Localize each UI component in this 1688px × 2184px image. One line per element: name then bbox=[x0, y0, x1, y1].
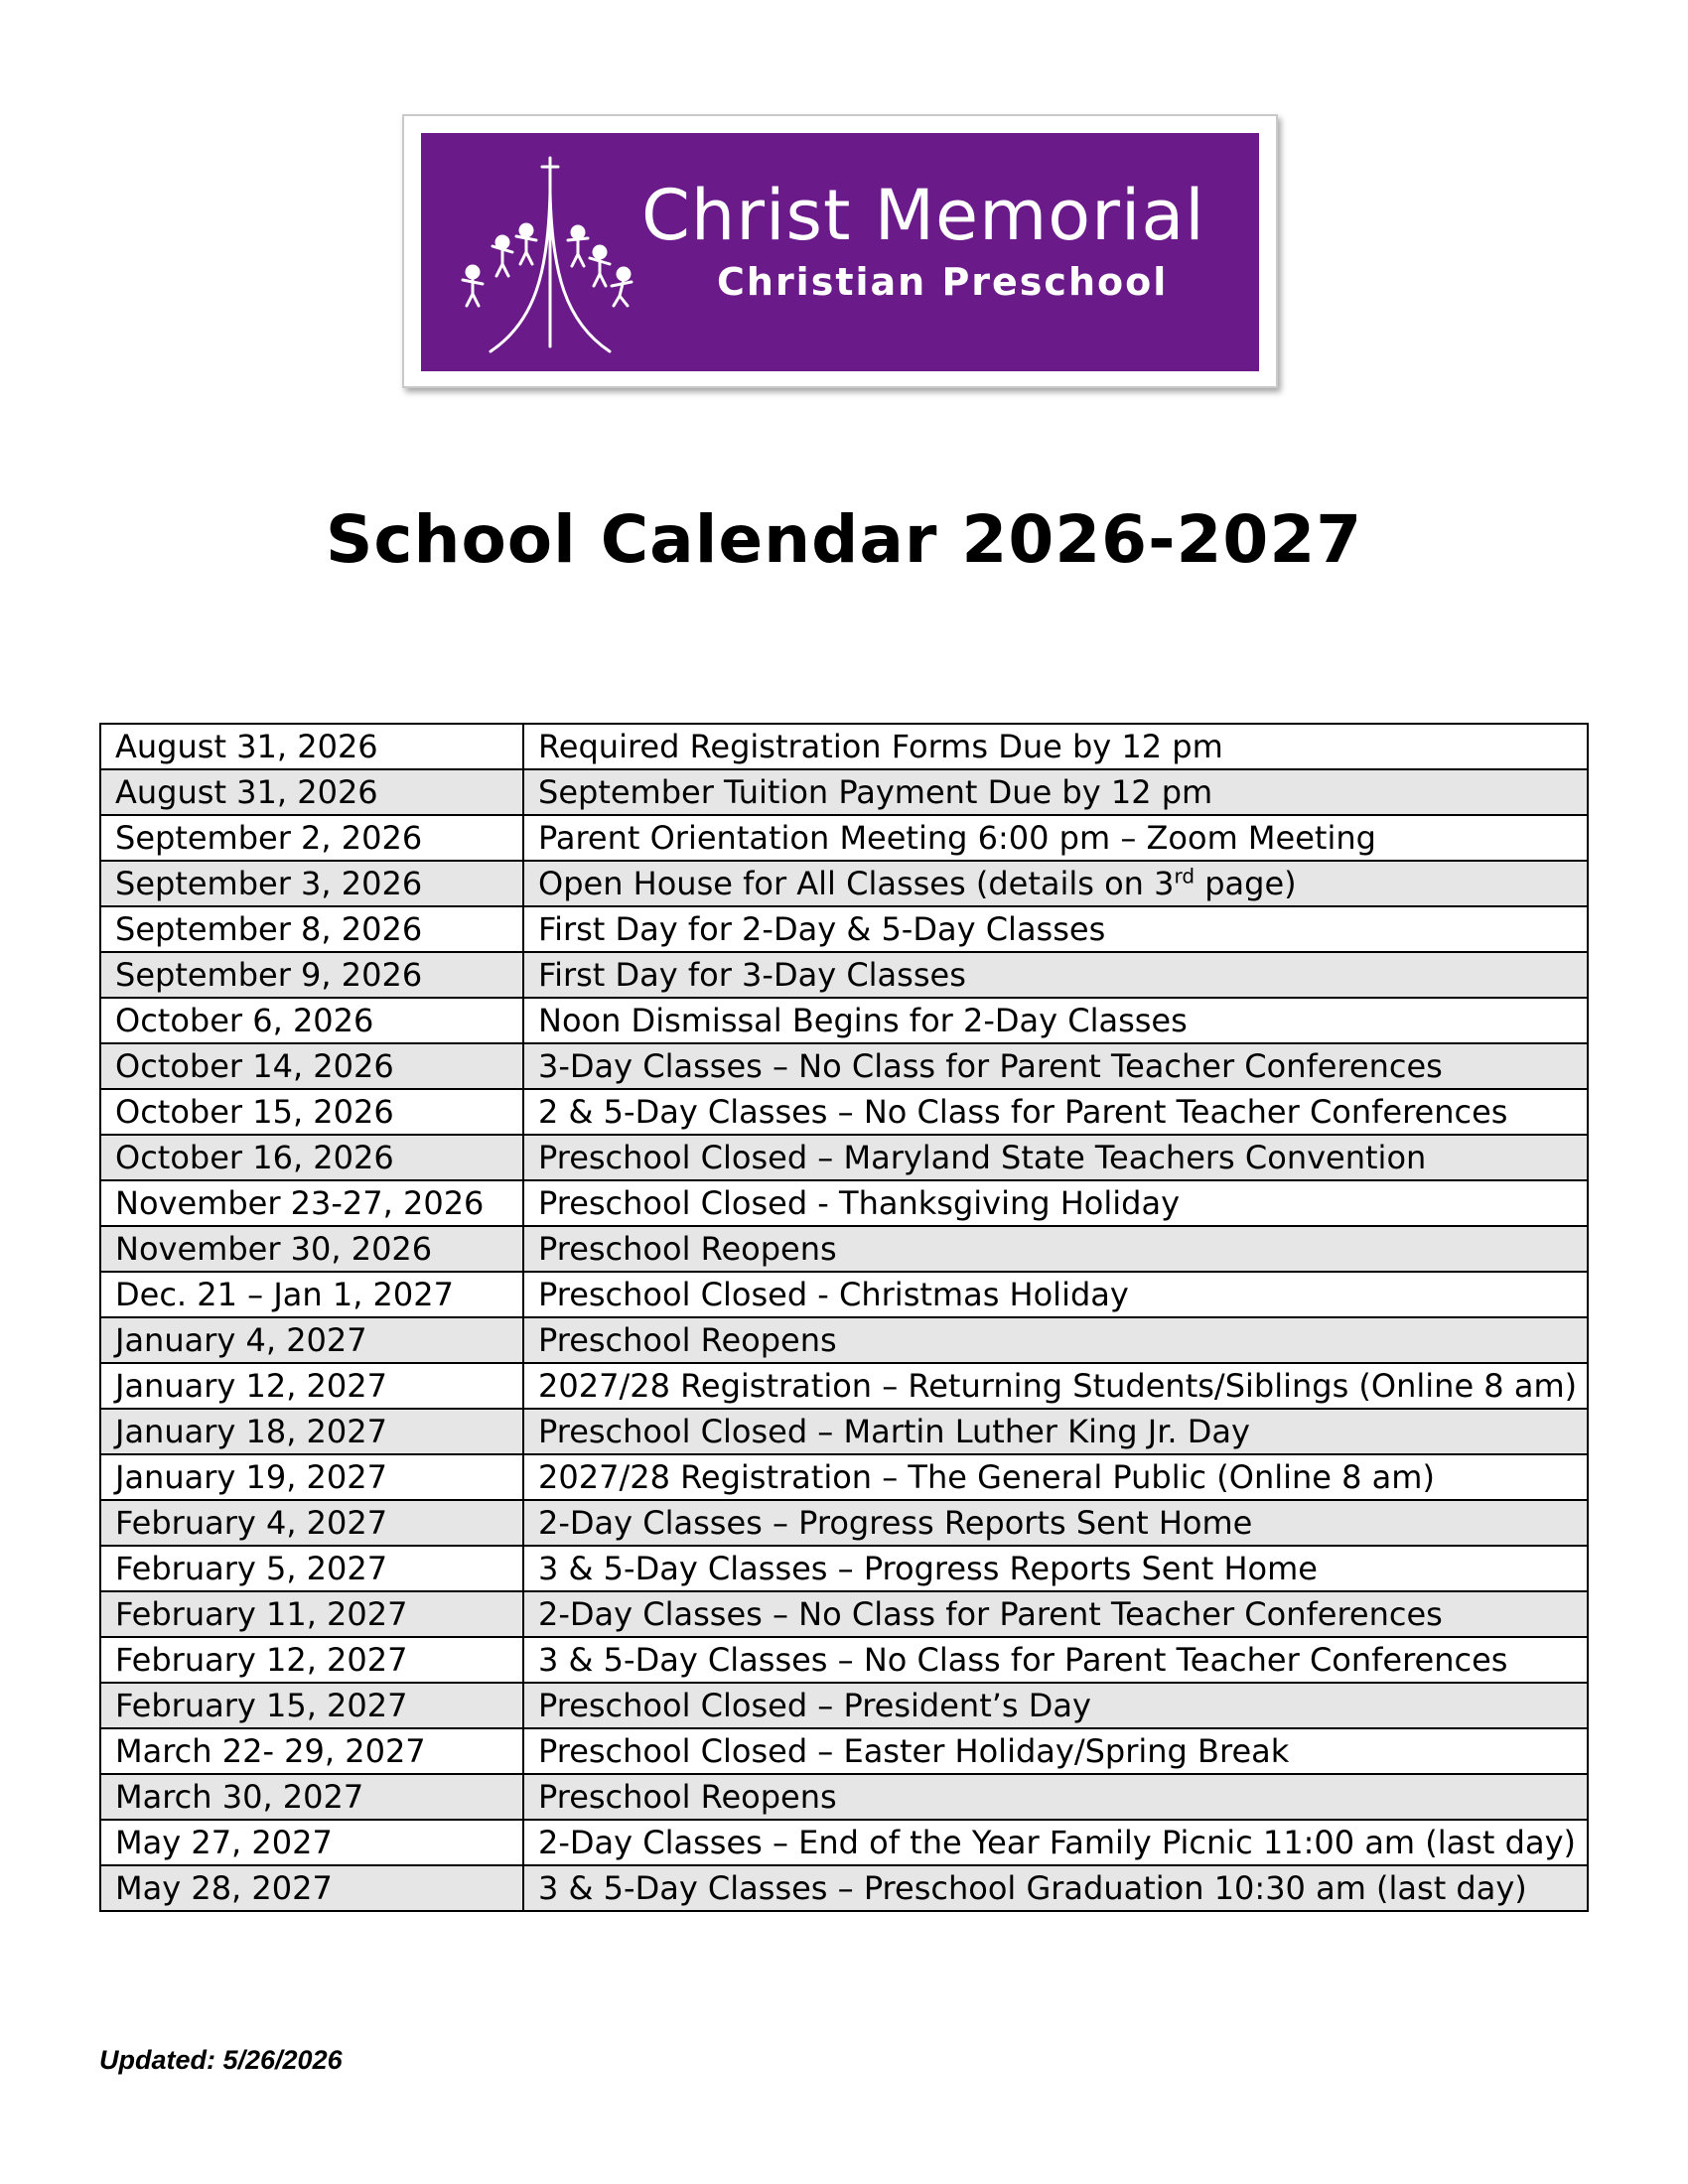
event-description: Preschool Reopens bbox=[523, 1226, 1588, 1272]
event-description: September Tuition Payment Due by 12 pm bbox=[523, 769, 1588, 815]
event-description: Preschool Reopens bbox=[523, 1774, 1588, 1820]
table-row bbox=[100, 906, 1588, 952]
event-description: Preschool Closed – President’s Day bbox=[523, 1683, 1588, 1728]
event-superscript: rd bbox=[1174, 864, 1196, 888]
event-description: 3-Day Classes – No Class for Parent Teacher Conferences bbox=[523, 1043, 1588, 1089]
table-row bbox=[100, 861, 1588, 906]
event-description: 2-Day Classes – Progress Reports Sent Home bbox=[523, 1500, 1588, 1546]
event-description: 2 & 5-Day Classes – No Class for Parent Teacher Conferences bbox=[523, 1089, 1588, 1135]
event-text: Open House for All Classes (details on 3 bbox=[538, 865, 1175, 902]
event-description: Preschool Reopens bbox=[523, 1317, 1588, 1363]
event-description: Required Registration Forms Due by 12 pm bbox=[523, 724, 1588, 769]
event-date: August 31, 2026 bbox=[100, 724, 523, 769]
table-row bbox=[100, 1546, 1588, 1591]
event-date: March 22- 29, 2027 bbox=[100, 1728, 523, 1774]
event-description: Preschool Closed - Thanksgiving Holiday bbox=[523, 1180, 1588, 1226]
event-description: 2027/28 Registration – Returning Students/Siblings (Online 8 am) bbox=[523, 1363, 1588, 1409]
table-row bbox=[100, 1637, 1588, 1683]
table-row bbox=[100, 1317, 1588, 1363]
event-date: September 3, 2026 bbox=[100, 861, 523, 906]
table-row bbox=[100, 1226, 1588, 1272]
event-description: Preschool Closed – Easter Holiday/Spring Break bbox=[523, 1728, 1588, 1774]
updated-note: Updated: 5/26/2026 bbox=[99, 2045, 343, 2075]
logo bbox=[402, 114, 1278, 388]
event-date: January 4, 2027 bbox=[100, 1317, 523, 1363]
table-row bbox=[100, 1135, 1588, 1180]
logo-subtitle: Christian Preschool bbox=[717, 260, 1169, 304]
table-row bbox=[100, 1865, 1588, 1911]
event-date: November 23-27, 2026 bbox=[100, 1180, 523, 1226]
event-text-tail: page) bbox=[1195, 865, 1297, 902]
table-row bbox=[100, 952, 1588, 998]
event-description: 3 & 5-Day Classes – Preschool Graduation 10:30 am (last day) bbox=[523, 1865, 1588, 1911]
event-description: Preschool Closed – Martin Luther King Jr. Day bbox=[523, 1409, 1588, 1454]
calendar-table-body bbox=[100, 724, 1588, 1911]
event-date: September 8, 2026 bbox=[100, 906, 523, 952]
event-date: February 15, 2027 bbox=[100, 1683, 523, 1728]
event-date: January 12, 2027 bbox=[100, 1363, 523, 1409]
event-date: September 9, 2026 bbox=[100, 952, 523, 998]
event-date: January 19, 2027 bbox=[100, 1454, 523, 1500]
table-row bbox=[100, 1454, 1588, 1500]
event-date: February 4, 2027 bbox=[100, 1500, 523, 1546]
table-row bbox=[100, 1363, 1588, 1409]
event-description: Preschool Closed - Christmas Holiday bbox=[523, 1272, 1588, 1317]
table-row bbox=[100, 1409, 1588, 1454]
table-row bbox=[100, 1774, 1588, 1820]
event-date: February 12, 2027 bbox=[100, 1637, 523, 1683]
table-row bbox=[100, 1591, 1588, 1637]
event-description: 3 & 5-Day Classes – No Class for Parent Teacher Conferences bbox=[523, 1637, 1588, 1683]
event-date: Dec. 21 – Jan 1, 2027 bbox=[100, 1272, 523, 1317]
event-description bbox=[523, 861, 1588, 906]
table-row bbox=[100, 724, 1588, 769]
event-date: October 14, 2026 bbox=[100, 1043, 523, 1089]
event-description: Preschool Closed – Maryland State Teachers Convention bbox=[523, 1135, 1588, 1180]
event-date: October 16, 2026 bbox=[100, 1135, 523, 1180]
event-description: Parent Orientation Meeting 6:00 pm – Zoom Meeting bbox=[523, 815, 1588, 861]
event-date: March 30, 2027 bbox=[100, 1774, 523, 1820]
event-date: October 15, 2026 bbox=[100, 1089, 523, 1135]
table-row bbox=[100, 815, 1588, 861]
event-description: 2-Day Classes – No Class for Parent Teacher Conferences bbox=[523, 1591, 1588, 1637]
table-row bbox=[100, 1043, 1588, 1089]
table-row bbox=[100, 1180, 1588, 1226]
event-description: 2-Day Classes – End of the Year Family Picnic 11:00 am (last day) bbox=[523, 1820, 1588, 1865]
table-row bbox=[100, 998, 1588, 1043]
table-row bbox=[100, 1089, 1588, 1135]
table-row bbox=[100, 1500, 1588, 1546]
logo-name: Christ Memorial bbox=[641, 175, 1205, 256]
event-date: September 2, 2026 bbox=[100, 815, 523, 861]
event-date: November 30, 2026 bbox=[100, 1226, 523, 1272]
event-description: 2027/28 Registration – The General Public (Online 8 am) bbox=[523, 1454, 1588, 1500]
event-description: First Day for 3-Day Classes bbox=[523, 952, 1588, 998]
table-row bbox=[100, 1272, 1588, 1317]
table-row bbox=[100, 1683, 1588, 1728]
event-date: January 18, 2027 bbox=[100, 1409, 523, 1454]
table-row bbox=[100, 1820, 1588, 1865]
event-description: First Day for 2-Day & 5-Day Classes bbox=[523, 906, 1588, 952]
event-date: October 6, 2026 bbox=[100, 998, 523, 1043]
event-description: 3 & 5-Day Classes – Progress Reports Sent Home bbox=[523, 1546, 1588, 1591]
event-date: May 27, 2027 bbox=[100, 1820, 523, 1865]
event-date: February 5, 2027 bbox=[100, 1546, 523, 1591]
table-row bbox=[100, 769, 1588, 815]
page-title: School Calendar 2026-2027 bbox=[325, 501, 1363, 578]
event-description: Noon Dismissal Begins for 2-Day Classes bbox=[523, 998, 1588, 1043]
table-row bbox=[100, 1728, 1588, 1774]
logo-panel bbox=[421, 133, 1259, 371]
cross-with-children-icon bbox=[451, 153, 639, 361]
event-date: February 11, 2027 bbox=[100, 1591, 523, 1637]
event-date: May 28, 2027 bbox=[100, 1865, 523, 1911]
event-date: August 31, 2026 bbox=[100, 769, 523, 815]
calendar-table bbox=[99, 723, 1589, 1912]
